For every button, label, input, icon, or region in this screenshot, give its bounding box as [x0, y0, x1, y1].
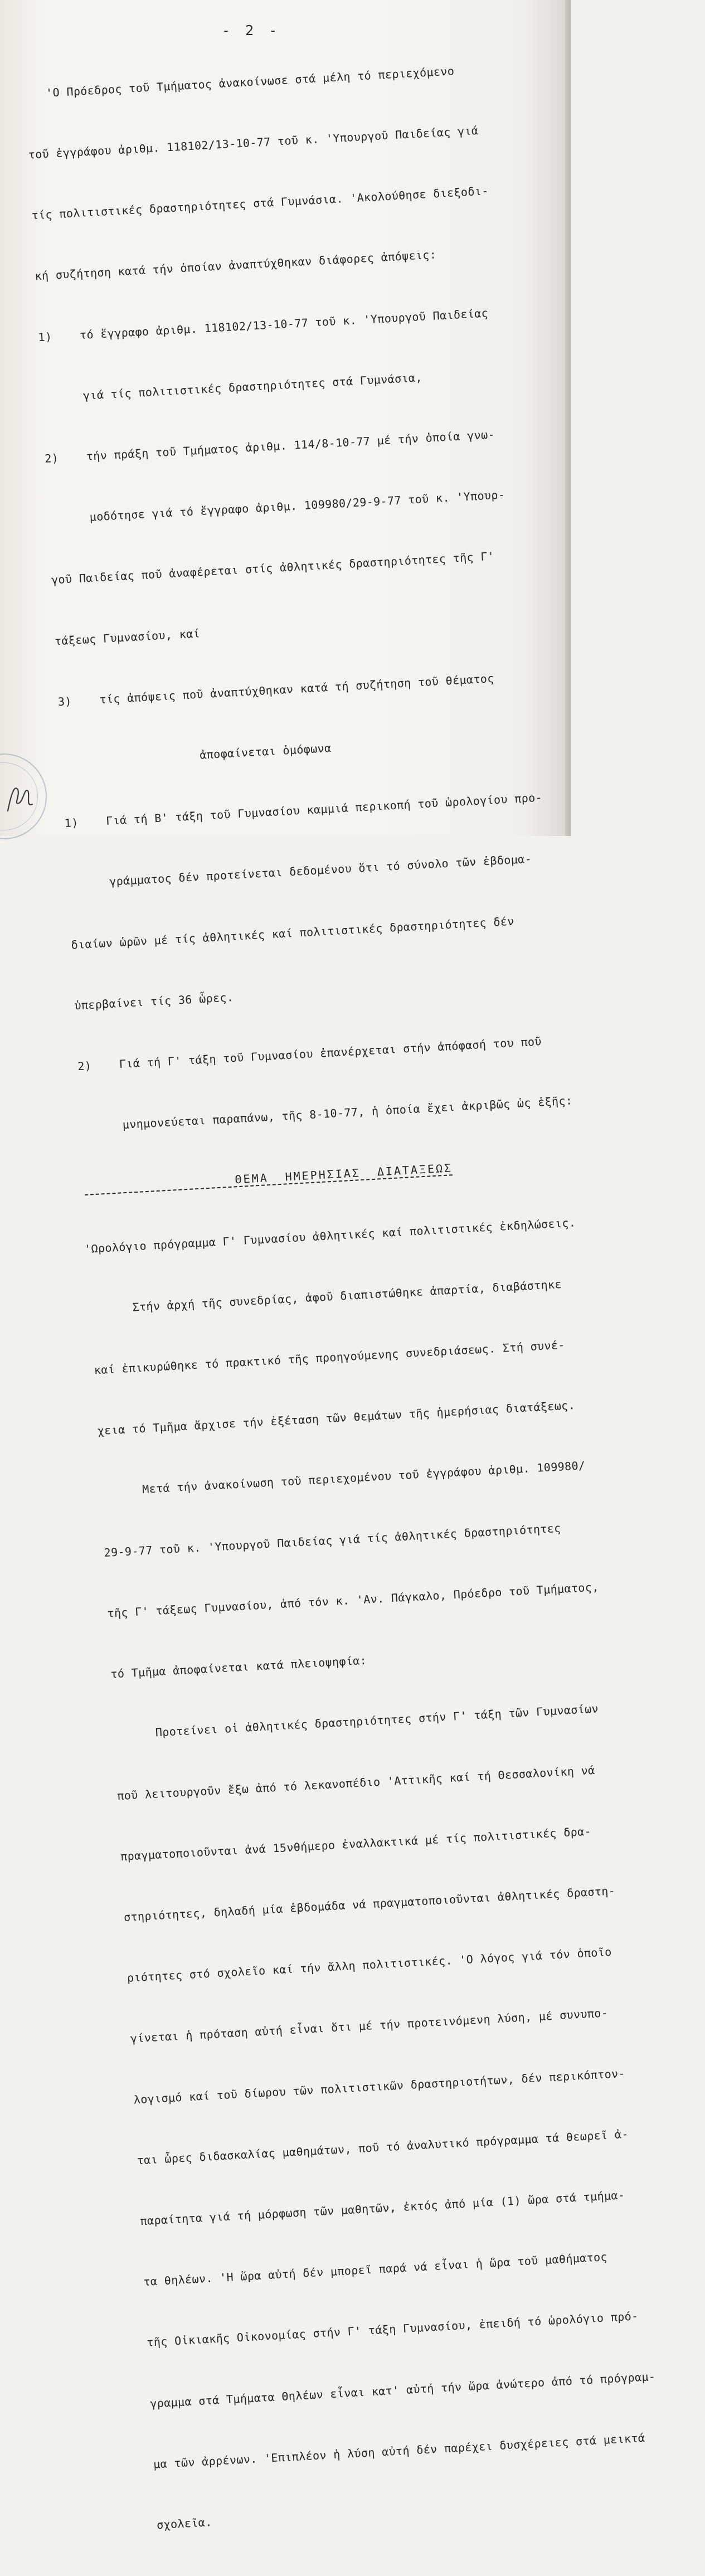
signature-scribble — [3, 777, 38, 816]
text-line: στηριότητες, δηλαδή μία ἑβδομάδα νά πραγματοποιοῦνται ἀθλητικές δραστη- — [123, 1884, 616, 1924]
text-line: Μετά τήν ἀνακοίνωση τοῦ περιεχομένου τοῦ ἐγγράφου ἀριθμ. 109980/ — [100, 1459, 586, 1499]
text-line: γοῦ Παιδείας ποῦ ἀναφέρεται στίς ἀθλητικές δραστηριότητες τῆς Γ' — [51, 549, 495, 587]
text-line: χεια τό Τμῆμα ἄρχισε τήν ἐξέταση τῶν θεμάτων τῆς ἡμερήσιας διατάξεως. — [97, 1398, 576, 1438]
text-line: πραγματοποιοῦνται ἀνά 15νθήμερο ἐναλλακτικά μέ τίς πολιτιστικές δρα- — [120, 1824, 592, 1863]
text-line: καί ἐπικυρώθηκε τό πρακτικό τῆς προηγούμενης συνεδριάσεως. Στή συνέ- — [94, 1338, 566, 1377]
text-line: τῆς Γ' τάξεως Γυμνασίου, ἀπό τόν κ. 'Αν. Πάγκαλο, Πρόεδρο τοῦ Τμήματος, — [106, 1580, 600, 1620]
text-line: ριότητες στό σχολεῖο καί τήν ἄλλη πολιτιστικές. 'Ο λόγος γιά τόν ὁποῖο — [127, 1945, 612, 1985]
decision-item-1-line: 1) Γιά τή Β' τάξη τοῦ Γυμνασίου καμμιά περικοπή τοῦ ὡρολογίου προ- — [64, 790, 543, 830]
text-line: 'Ο Πρόεδρος τοῦ Τμήματος ἀνακοίνωσε στά μέλη τό περιεχόμενο — [25, 64, 455, 101]
text-line: ποῦ λειτουργοῦν ἔξω ἀπό τό λεκανοπέδιο 'Αττικῆς καί τή Θεσσαλονίκη νά — [116, 1763, 596, 1802]
agenda-subject-line: 'Ωρολόγιο πρόγραμμα Γ' Γυμνασίου ἀθλητικές καί πολιτιστικές ἐκδηλώσεις. — [84, 1216, 576, 1256]
text-line: τα θηλέων. 'Η ὥρα αὐτή δέν μπορεῖ παρά νά εἶναι ἡ ὥρα τοῦ μαθήματος — [143, 2250, 608, 2289]
text-line: 29-9-77 τοῦ κ. 'Υπουργοῦ Παιδείας γιά τίς ἀθλητικές δραστηριότητες — [103, 1521, 562, 1559]
text-line: τό Τμῆμα ἀποφαίνεται κατά πλειοψηφία: — [110, 1653, 367, 1681]
text-line: λογισμό καί τοῦ δίωρου τῶν πολιτιστικῶν δραστηριοτήτων, δέν περικόπτον- — [133, 2066, 626, 2107]
text-line: γιά τίς πολιτιστικές δραστηριότητες στά Γυμνάσια, — [41, 370, 423, 405]
text-line: γράμματος δέν προτείνεται δεδομένου ὅτι τό σύνολο τῶν ἑβδομα- — [67, 852, 532, 891]
list-item-3-line: 3) τίς ἀπόψεις ποῦ ἀναπτύχθηκαν κατά τή συζήτηση τοῦ θέματος — [57, 671, 495, 709]
text-line: κή συζήτηση κατά τήν ὁποίαν ἀναπτύχθηκαν διάφορες ἀπόψεις: — [34, 247, 437, 283]
text-line: ὑπερβαίνει τίς 36 ὧρες. — [74, 990, 234, 1013]
text-line: τῆς Οἰκιακῆς Οἰκονομίας στήν Γ' τάξη Γυμνασίου, ἐπειδή τό ὡρολόγιο πρό- — [146, 2309, 639, 2350]
list-item-1-line: 1) τό ἔγγραφο ἀριθμ. 118102/13-10-77 τοῦ κ. 'Υπουργοῦ Παιδείας — [37, 306, 489, 344]
decision-item-2-line: 2) Γιά τή Γ' τάξη τοῦ Γυμνασίου ἐπανέρχεται στήν ἀπόφασή του ποῦ — [77, 1034, 542, 1073]
text-line: τοῦ ἐγγράφου ἀριθμ. 118102/13-10-77 τοῦ κ. 'Υπουργοῦ Παιδείας γιά — [28, 124, 479, 162]
text-line: σχολεῖα. — [156, 2515, 213, 2532]
text-line: τίς πολιτιστικές δραστηριότητες στά Γυμνάσια. 'Ακολούθησε διεξοδι- — [31, 184, 489, 222]
text-line: μοδότησε γιά τό ἔγγραφο ἀριθμ. 109980/29-9-77 τοῦ κ. 'Υπουρ- — [47, 488, 505, 526]
text-line: ται ὧρες διδασκαλίας μαθημάτων, ποῦ τό ἀναλυτικό πρόγραμμα τά θεωρεῖ ἀ- — [137, 2127, 629, 2167]
text-line: Στήν ἀρχή τῆς συνεδρίας, ἀφοῦ διαπιστώθηκε ἀπαρτία, διαβάστηκε — [90, 1277, 562, 1316]
text-line: μνημονεύεται παραπάνω, τῆς 8-10-77, ἡ ὁποία ἔχει ἀκριβῶς ὡς ἑξῆς: — [80, 1093, 573, 1134]
typed-body-text — [22, 14, 705, 2575]
text-line: γραμμα στά Τμήματα Θηλέων εἶναι κατ' αὐτή τήν ὥρα ἀνώτερο ἀπό τό πρόγραμ- — [149, 2369, 656, 2410]
text-line: Προτείνει οἱ ἀθλητικές δραστηριότητες στήν Γ' τάξη τῶν Γυμνασίων — [113, 1702, 599, 1742]
text-line: τάξεως Γυμνασίου, καί — [54, 626, 201, 648]
decision-heading: ἀποφαίνεται ὁμόφωνα — [61, 741, 332, 770]
text-line: γίνεται ἡ πρόταση αὐτή εἶναι ὅτι μέ τήν προτεινόμενη λύση, μέ συνυπο- — [130, 2006, 609, 2046]
text-line: μα τῶν ἀρρένων. 'Επιπλέον ἡ λύση αὐτή δέν παρέχει δυσχέρειες στά μεικτά — [153, 2431, 645, 2471]
text-line: παραίτητα γιά τή μόρφωση τῶν μαθητῶν, ἐκτός ἀπό μία (1) ὥρα στά τμήμα- — [139, 2188, 625, 2228]
text-line: διαίων ὡρῶν μέ τίς ἀθλητικές καί πολιτιστικές δραστηριότητες δέν — [70, 914, 515, 952]
agenda-heading: ΘΕΜΑ ΗΜΕΡΗΣΙΑΣ ΔΙΑΤΑΞΕΩΣ — [84, 1161, 453, 1195]
list-item-2-line: 2) τήν πράξη τοῦ Τμήματος ἀριθμ. 114/8-10-77 μέ τήν ὁποία γνω- — [44, 427, 495, 465]
page-number: - 2 - — [222, 22, 281, 38]
